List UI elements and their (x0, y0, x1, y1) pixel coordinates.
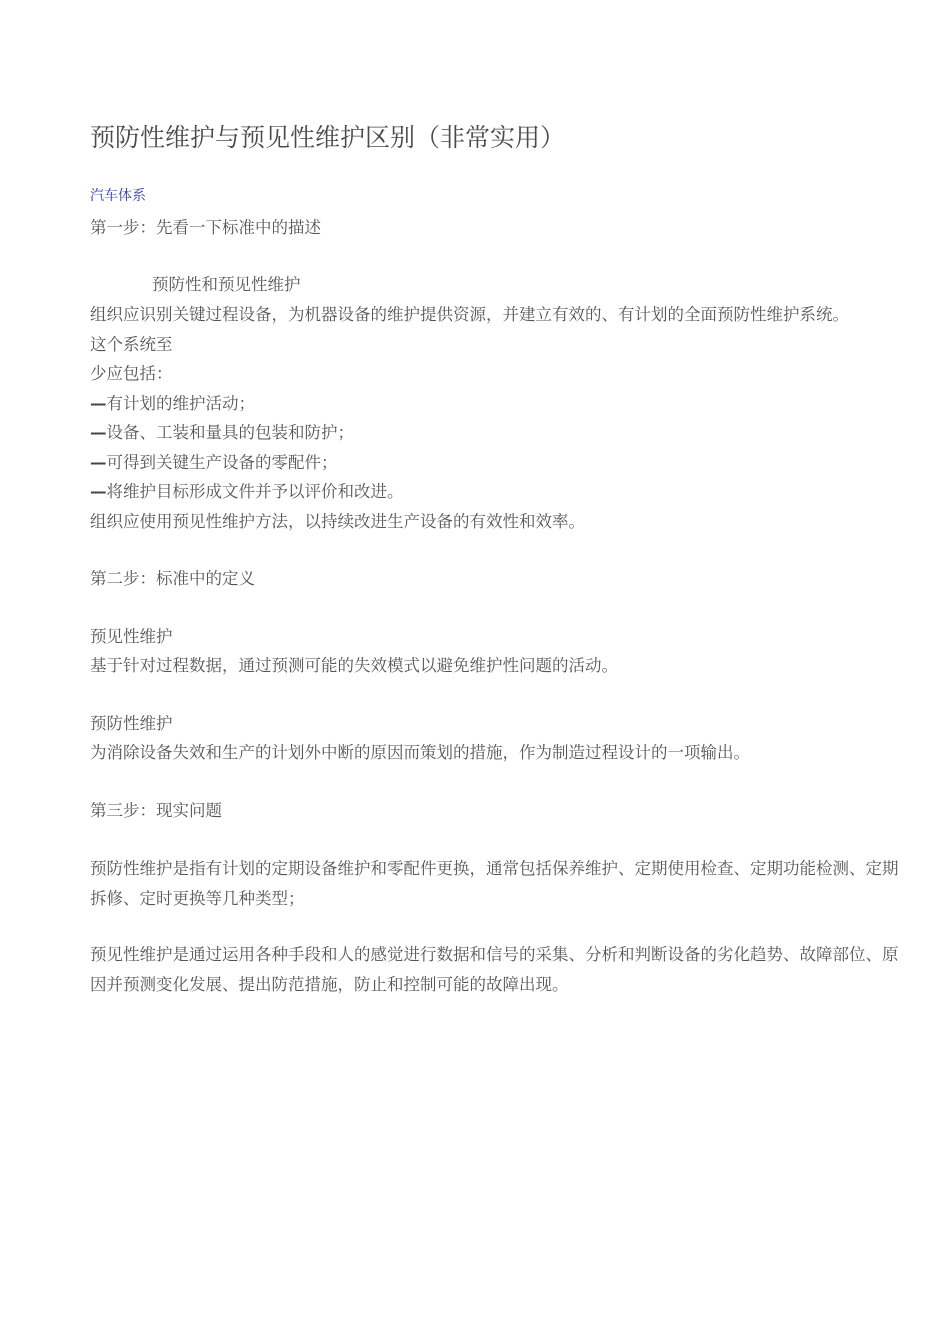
bullet-item (90, 422, 354, 444)
step3-paragraph-preventive: 预防性维护是指有计划的定期设备维护和零配件更换，通常包括保养维护、定期使用检查、定期功能检测、定期拆修、定时更换等几种类型； (90, 859, 899, 908)
term-preventive: 预防性维护 (90, 714, 173, 733)
step1-line2: 这个系统至 (90, 335, 173, 354)
step1-line1: 组织应识别关键过程设备，为机器设备的维护提供资源，并建立有效的、有计划的全面预防性维护系统。 (90, 305, 849, 324)
bullet-item (90, 393, 255, 415)
step3-paragraph-predictive: 预见性维护是通过运用各种手段和人的感觉进行数据和信号的采集、分析和判断设备的劣化趋势、故障部位、原因并预测变化发展、提出防范措施，防止和控制可能的故障出现。 (90, 945, 899, 994)
definition-preventive: 为消除设备失效和生产的计划外中断的原因而策划的措施，作为制造过程设计的一项输出。 (90, 743, 750, 762)
source-link[interactable]: 汽车体系 (90, 188, 146, 204)
bullet-text: 有计划的维护活动； (106, 394, 255, 413)
step3-heading: 第三步：现实问题 (90, 801, 222, 820)
term-predictive: 预见性维护 (90, 627, 173, 646)
bullet-text: 将维护目标形成文件并予以评价和改进。 (106, 482, 404, 501)
step1-heading: 第一步：先看一下标准中的描述 (90, 218, 321, 237)
document-title: 预防性维护与预见性维护区别（非常实用） (90, 123, 566, 152)
bullet-text: 可得到关键生产设备的零配件； (106, 453, 338, 472)
bullet-dash: — (90, 453, 107, 472)
step2-heading: 第二步：标准中的定义 (90, 569, 255, 588)
bullet-text: 设备、工装和量具的包装和防护； (106, 423, 354, 442)
step1-closing: 组织应使用预见性维护方法，以持续改进生产设备的有效性和效率。 (90, 512, 585, 531)
bullet-dash: — (90, 423, 107, 442)
step1-subheading: 预防性和预见性维护 (152, 275, 301, 294)
bullet-item (90, 452, 338, 474)
bullet-item (90, 481, 404, 503)
bullet-dash: — (90, 394, 107, 413)
definition-predictive: 基于针对过程数据，通过预测可能的失效模式以避免维护性问题的活动。 (90, 656, 618, 675)
bullet-dash: — (90, 482, 107, 501)
step1-line3: 少应包括： (90, 364, 173, 383)
